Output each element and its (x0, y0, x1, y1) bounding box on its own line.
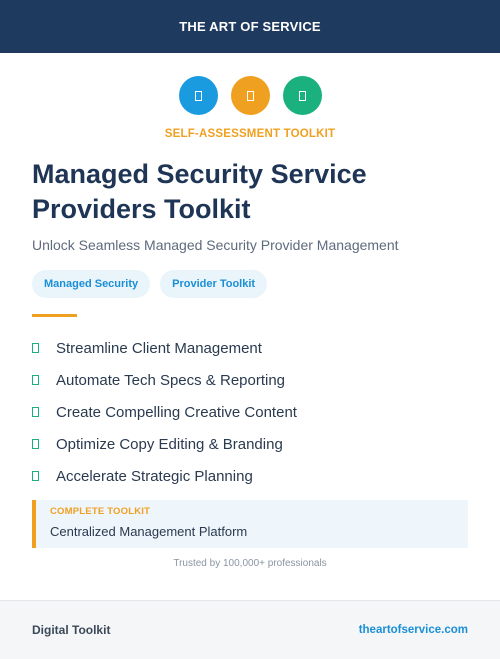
feature-text: Streamline Client Management (56, 339, 262, 357)
icon-row (0, 76, 500, 115)
feature-item (32, 428, 472, 460)
brand-name: THE ART OF SERVICE (179, 19, 321, 34)
footer-website-link[interactable]: theartofservice.com (358, 624, 468, 636)
check-icon (32, 439, 39, 449)
tools-icon (231, 76, 270, 115)
complete-toolkit-callout (32, 500, 468, 548)
feature-text: Accelerate Strategic Planning (56, 467, 253, 485)
feature-text: Automate Tech Specs & Reporting (56, 371, 286, 389)
top-banner (0, 0, 500, 53)
page-title (32, 157, 472, 227)
feature-item (32, 332, 472, 364)
check-icon (32, 343, 39, 353)
feature-text: Optimize Copy Editing & Branding (56, 435, 283, 453)
feature-list (32, 332, 472, 492)
feature-item (32, 460, 472, 492)
check-icon (32, 407, 39, 417)
feature-text: Create Compelling Creative Content (56, 403, 297, 421)
tag-managed-security[interactable]: Managed Security (32, 270, 150, 298)
tag-list (32, 270, 267, 298)
callout-label: COMPLETE TOOLKIT (50, 506, 151, 517)
feature-item (32, 364, 472, 396)
footer (0, 600, 500, 659)
footer-product-label: Digital Toolkit (32, 623, 111, 637)
chart-icon (283, 76, 322, 115)
title-line-1: Managed Security Service (32, 159, 367, 189)
eyebrow-label: SELF-ASSESSMENT TOOLKIT (164, 128, 336, 140)
trusted-note: Trusted by 100,000+ professionals (173, 558, 327, 569)
tag-provider-toolkit[interactable]: Provider Toolkit (160, 270, 267, 298)
shield-icon (179, 76, 218, 115)
feature-item (32, 396, 472, 428)
title-line-2: Providers Toolkit (32, 194, 251, 224)
subtitle: Unlock Seamless Managed Security Provider Management (32, 237, 399, 253)
accent-divider (32, 314, 77, 317)
check-icon (32, 471, 39, 481)
callout-text: Centralized Management Platform (50, 524, 248, 539)
check-icon (32, 375, 39, 385)
